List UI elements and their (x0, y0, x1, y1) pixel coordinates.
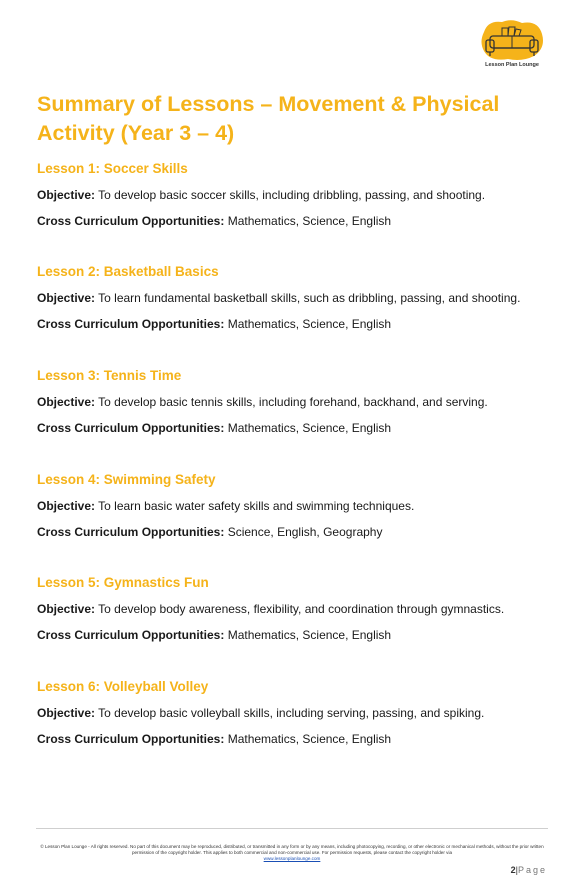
objective-text: To develop basic soccer skills, including dribbling, passing, and shooting. (98, 188, 486, 202)
objective-label: Objective: (37, 188, 96, 202)
footer-divider (36, 828, 548, 829)
objective-text: To learn fundamental basketball skills, such as dribbling, passing, and shooting. (98, 291, 521, 305)
lesson-objective (37, 187, 557, 203)
cross-curriculum-text: Science, English, Geography (227, 525, 383, 539)
lesson-title: Lesson 5: Gymnastics Fun (37, 575, 209, 590)
cross-curriculum-label: Cross Curriculum Opportunities: (37, 628, 225, 642)
footer-copyright (36, 844, 548, 862)
cross-curriculum-text: Mathematics, Science, English (227, 214, 392, 228)
lesson-title: Lesson 1: Soccer Skills (37, 161, 188, 176)
lesson-cross-curriculum (37, 524, 557, 540)
lesson-cross-curriculum (37, 731, 557, 747)
lesson-objective (37, 705, 557, 721)
lesson-objective (37, 498, 557, 514)
objective-label: Objective: (37, 291, 96, 305)
objective-label: Objective: (37, 602, 96, 616)
cross-curriculum-text: Mathematics, Science, English (227, 732, 392, 746)
cross-curriculum-label: Cross Curriculum Opportunities: (37, 317, 225, 331)
lesson-cross-curriculum (37, 627, 557, 643)
objective-label: Objective: (37, 395, 96, 409)
lesson-title: Lesson 6: Volleyball Volley (37, 679, 209, 694)
page-separator: | (515, 865, 518, 875)
lesson-objective (37, 601, 557, 617)
lesson-item (37, 367, 557, 436)
cross-curriculum-label: Cross Curriculum Opportunities: (37, 525, 225, 539)
objective-label: Objective: (37, 706, 96, 720)
lounge-sofa-icon (478, 18, 546, 62)
cross-curriculum-label: Cross Curriculum Opportunities: (37, 214, 225, 228)
lesson-item (37, 678, 557, 747)
cross-curriculum-text: Mathematics, Science, English (227, 317, 392, 331)
website-link[interactable]: www.lessonplanlounge.com (263, 856, 321, 861)
cross-curriculum-text: Mathematics, Science, English (227, 421, 392, 435)
lesson-item (37, 471, 557, 540)
lesson-cross-curriculum (37, 316, 557, 332)
page-title: Summary of Lessons – Movement & Physical Activity (Year 3 – 4) (37, 92, 500, 145)
objective-text: To learn basic water safety skills and swimming techniques. (98, 499, 415, 513)
lesson-item (37, 574, 557, 643)
cross-curriculum-label: Cross Curriculum Opportunities: (37, 421, 225, 435)
cross-curriculum-label: Cross Curriculum Opportunities: (37, 732, 225, 746)
logo-wordmark: Lesson Plan Lounge (485, 62, 539, 68)
lesson-item (37, 160, 557, 229)
copyright-notice: © Lesson Plan Lounge - All rights reserved. No part of this document may be reproduced, distributed, or transmitted in any form or by any means, including photocopying, recording, or other electronic or mechanical methods, without the prior written permission of the copyright holder. This applies to both commercial and non-commercial use. For permission requests, please contact the copyright holder via (40, 844, 544, 855)
lesson-cross-curriculum (37, 213, 557, 229)
objective-text: To develop basic tennis skills, including forehand, backhand, and serving. (98, 395, 488, 409)
lesson-cross-curriculum (37, 420, 557, 436)
lesson-objective (37, 290, 557, 306)
lesson-item (37, 263, 557, 332)
lesson-title: Lesson 3: Tennis Time (37, 368, 182, 383)
page-number-value: 2 (510, 865, 516, 875)
lesson-title: Lesson 2: Basketball Basics (37, 264, 219, 279)
lesson-title: Lesson 4: Swimming Safety (37, 472, 216, 487)
lesson-objective (37, 394, 557, 410)
objective-text: To develop body awareness, flexibility, and coordination through gymnastics. (98, 602, 505, 616)
cross-curriculum-text: Mathematics, Science, English (227, 628, 392, 642)
page-label: Page (517, 865, 547, 875)
page-number (511, 865, 547, 875)
objective-label: Objective: (37, 499, 96, 513)
lesson-plan-lounge-logo (478, 18, 546, 72)
objective-text: To develop basic volleyball skills, including serving, passing, and spiking. (98, 706, 485, 720)
